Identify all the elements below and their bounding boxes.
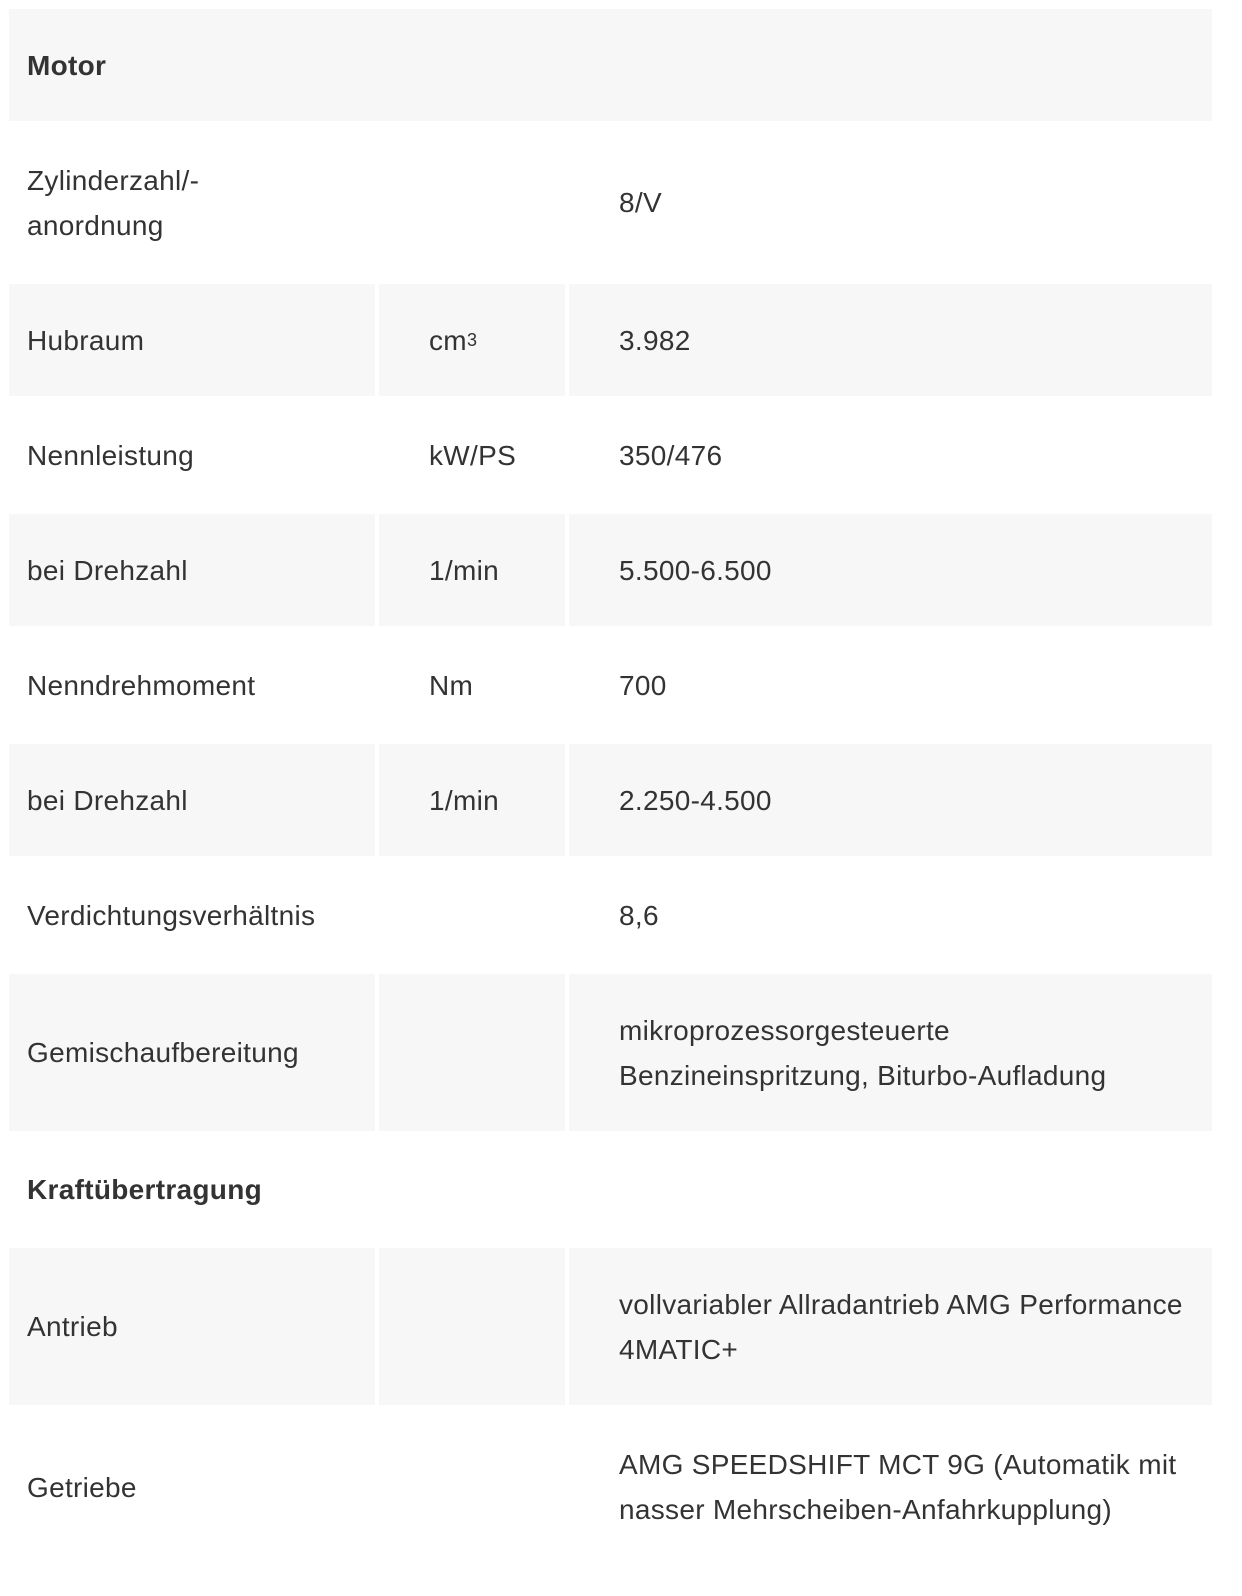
spec-label: Verdichtungsverhältnis <box>27 899 316 931</box>
spec-unit <box>379 856 565 974</box>
spec-value: 8,6 <box>619 899 659 931</box>
spec-unit <box>379 974 565 1131</box>
table-row <box>9 396 1212 514</box>
spec-label: bei Drehzahl <box>9 744 375 856</box>
table-row <box>9 856 1212 974</box>
spec-value: 8/V <box>619 187 662 218</box>
spec-label: Zylinderzahl/- anordnung <box>27 164 200 241</box>
spec-unit: 1/min <box>379 514 565 626</box>
spec-value: AMG SPEEDSHIFT MCT 9G (Automatik mit nasser Mehrscheiben-Anfahrkupplung) <box>619 1449 1177 1525</box>
section-title: Motor <box>9 9 1212 121</box>
section-title: Kraftübertragung <box>27 1174 263 1205</box>
spec-table <box>9 9 1212 1569</box>
spec-value: 350/476 <box>619 439 723 471</box>
table-row <box>9 974 1212 1131</box>
spec-unit <box>379 121 565 284</box>
spec-label: Hubraum <box>9 284 375 396</box>
section-header-kraftuebertragung <box>9 1131 1212 1248</box>
table-row <box>9 121 1212 284</box>
spec-value: 2.250-4.500 <box>569 744 1212 856</box>
spec-label: bei Drehzahl <box>9 514 375 626</box>
spec-value: mikroprozessorgesteuerte Benzineinspritzung, Biturbo-Aufladung <box>569 974 1212 1131</box>
spec-unit <box>379 1248 565 1405</box>
spec-unit: Nm <box>429 669 474 701</box>
table-row <box>9 626 1212 744</box>
spec-label: Gemischaufbereitung <box>9 974 375 1131</box>
table-row <box>9 284 1212 396</box>
spec-label: Getriebe <box>27 1471 137 1503</box>
table-row <box>9 1405 1212 1569</box>
spec-label: Nenndrehmoment <box>27 669 256 701</box>
table-row <box>9 514 1212 626</box>
table-row <box>9 1248 1212 1405</box>
section-header-motor <box>9 9 1212 121</box>
spec-unit: cm 3 <box>379 284 565 396</box>
spec-value: 3.982 <box>569 284 1212 396</box>
spec-value: 700 <box>619 669 667 701</box>
spec-label: Nennleistung <box>27 439 195 471</box>
spec-value: vollvariabler Allradantrieb AMG Performance 4MATIC+ <box>569 1248 1212 1405</box>
spec-unit <box>379 1405 565 1569</box>
table-row <box>9 744 1212 856</box>
spec-unit: kW/PS <box>429 439 517 471</box>
spec-unit: 1/min <box>379 744 565 856</box>
spec-value: 5.500-6.500 <box>569 514 1212 626</box>
spec-label: Antrieb <box>9 1248 375 1405</box>
